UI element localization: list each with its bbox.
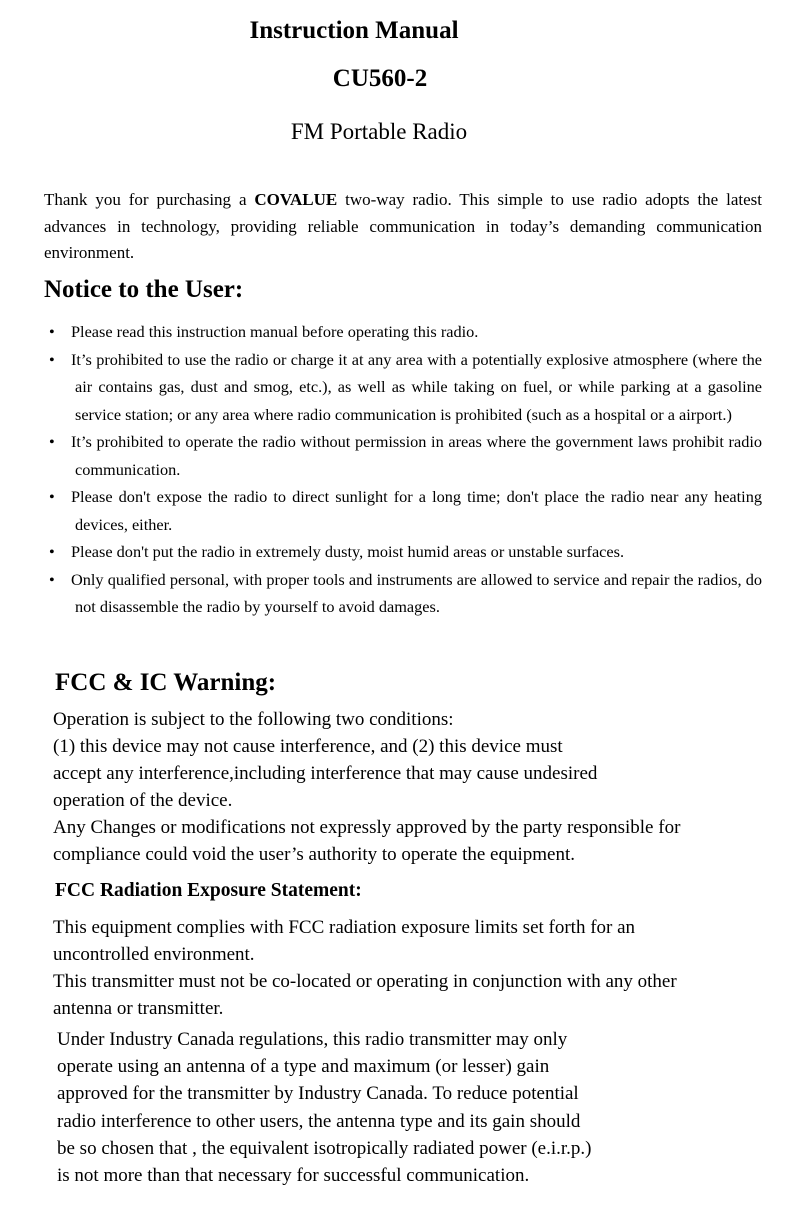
- notice-item: [44, 346, 762, 429]
- intro-text-start: Thank you for purchasing a: [44, 190, 255, 209]
- notice-item-text: Only qualified personal, with proper tools and instruments are allowed to service and repair the radios, do not disassemble the radio by yourself to avoid damages.: [71, 569, 762, 616]
- bullet-icon: •: [49, 432, 55, 451]
- brand-name: COVALUE: [254, 190, 338, 209]
- bullet-icon: •: [49, 542, 55, 561]
- document-title: Instruction Manual: [249, 17, 459, 44]
- ic-line: radio interference to other users, the antenna type and its gain should: [57, 1110, 581, 1132]
- fcc-line: Any Changes or modifications not expressly approved by the party responsible for: [53, 817, 681, 838]
- document-subtitle: FM Portable Radio: [290, 119, 468, 144]
- model-number: CU560-2: [332, 65, 428, 92]
- notice-item: [44, 538, 762, 566]
- notice-item: [44, 483, 762, 538]
- bullet-icon: •: [49, 569, 55, 589]
- fcc-line: operation of the device.: [53, 790, 233, 811]
- ic-line: be so chosen that , the equivalent isotropically radiated power (e.i.r.p.): [57, 1137, 592, 1159]
- intro-paragraph: [44, 187, 762, 267]
- radiation-line: This equipment complies with FCC radiation exposure limits set forth for an: [53, 917, 636, 938]
- notice-item-text: Please read this instruction manual before operating this radio.: [71, 322, 479, 341]
- ic-line: is not more than that necessary for successful communication.: [57, 1165, 530, 1187]
- radiation-exposure-heading: FCC Radiation Exposure Statement:: [55, 880, 362, 901]
- notice-item: [44, 566, 762, 621]
- radiation-line: uncontrolled environment.: [53, 944, 255, 965]
- bullet-icon: •: [49, 487, 55, 506]
- radiation-line: This transmitter must not be co-located or operating in conjunction with any other: [53, 971, 677, 992]
- intro-text-end: two-way radio. This simple to use radio adopts the latest advances in technology, providing reliable communication in today’s demanding communication environment.: [44, 190, 762, 262]
- notice-list: [44, 318, 762, 621]
- fcc-line: (1) this device may not cause interference, and (2) this device must: [53, 736, 563, 757]
- fcc-ic-warning-heading: FCC & IC Warning:: [55, 669, 277, 696]
- notice-heading: Notice to the User:: [44, 276, 244, 303]
- notice-item-text: It’s prohibited to use the radio or charge it at any area with a potentially explosive atmosphere (where the air contains gas, dust and smog, etc.), as well as while taking on fuel, or while parking at a gasoline service station; or any area where radio communication is prohibited (such as a hospital or a airport.): [71, 349, 762, 424]
- industry-canada-text: [57, 1026, 757, 1189]
- ic-line: approved for the transmitter by Industry Canada. To reduce potential: [57, 1083, 579, 1105]
- fcc-line: Operation is subject to the following two conditions:: [53, 709, 454, 730]
- fcc-ic-warning-text: [53, 706, 793, 868]
- bullet-icon: •: [49, 322, 55, 341]
- ic-line: Under Industry Canada regulations, this radio transmitter may only: [57, 1029, 568, 1050]
- bullet-icon: •: [49, 349, 55, 369]
- notice-item-text: It’s prohibited to operate the radio without permission in areas where the government laws prohibit radio communication.: [71, 432, 762, 479]
- notice-item: [44, 318, 762, 346]
- radiation-line: antenna or transmitter.: [53, 998, 224, 1019]
- notice-item: [44, 428, 762, 483]
- fcc-line: accept any interference,including interference that may cause undesired: [53, 763, 598, 784]
- notice-item-text: Please don't put the radio in extremely dusty, moist humid areas or unstable surfaces.: [71, 542, 625, 561]
- fcc-line: compliance could void the user’s authority to operate the equipment.: [53, 844, 575, 865]
- ic-line: operate using an antenna of a type and maximum (or lesser) gain: [57, 1056, 550, 1078]
- notice-item-text: Please don't expose the radio to direct sunlight for a long time; don't place the radio near any heating devices, either.: [71, 487, 762, 534]
- radiation-exposure-text: [53, 914, 793, 1022]
